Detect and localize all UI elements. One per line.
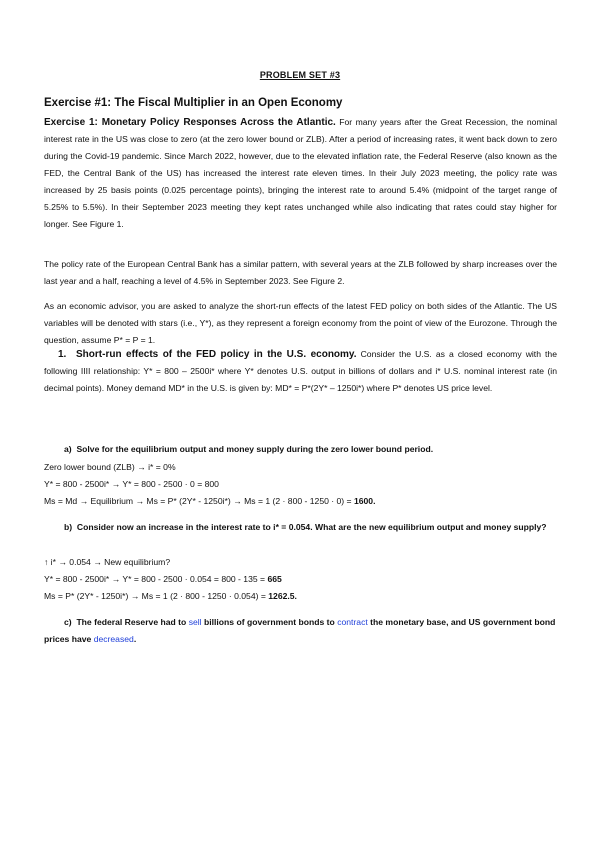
answer-b-money-result: 1262.5. [268,591,297,601]
answer-b-line-2-text: Y* = 800 - 2500i* → Y* = 800 - 2500 · 0.054 = 800 - 135 = [44,574,268,584]
question-1-number: 1. [58,349,67,360]
document-title: PROBLEM SET #3 [259,70,341,80]
answer-a-line-1: Zero lower bound (ZLB) → i* = 0% [44,462,176,472]
answer-b-output-result: 665 [267,574,282,584]
question-b-label: b) [64,522,73,532]
question-a [44,441,557,458]
answer-b-line-3-text: Ms = P* (2Y* - 1250i*) → Ms = 1 (2 · 800 - 1250 · 0.054) = [44,591,269,601]
question-b [44,519,557,536]
question-a-label: a) [64,444,72,454]
question-c-label: c) [64,617,72,627]
answer-b-line-2 [44,574,282,584]
answer-a-line-3-text: Ms = Md → Equilibrium → Ms = P* (2Y* - 1250i*) → Ms = 1 (2 · 800 - 1250 · 0) = [44,496,354,506]
intro-paragraph [44,114,557,233]
answer-b-line-1: ↑ i* → 0.054 → New equilibrium? [44,557,171,567]
answer-c-sell: sell [188,617,202,627]
question-1-body: Consider the U.S. as a closed economy with the following IIII relationship: Y* = 800 – 2500i* where Y* denotes U.S. output in billions of dollars and i* U.S. nominal interest rate (in decimal points). Money demand MD* in the U.S. is given by: MD* = P*(2Y* – 1250i*) where P* denotes US price level. [44,349,557,393]
answer-c-contract: contract [337,617,368,627]
answer-a-result: 1600. [353,496,376,506]
intro-text: For many years after the Great Recession, the nominal interest rate in the US was close to zero (at the zero lower bound or ZLB). After a period of increasing rates, it went back down to zero during the Covid-19 pandemic. Since March 2022, however, due to the elevated inflation rate, the Federal Reserve (also known as the FED, the Central Bank of the US) has increased the interest rate eleven times. In their July 2023 meeting, the policy rate was increased by 25 basis points (0.025 percentage points), bringing the interest rate to around 5.4% (midpoint of the target range of 5.25% to 5.5%). In their September 2023 meeting they kept rates unchanged while also indicating that rates could stay higher for longer. See Figure 1. [44,117,557,229]
answer-c-decreased: decreased [93,634,134,644]
answer-b-line-3 [44,591,297,601]
answer-a-line-2: Y* = 800 - 2500i* → Y* = 800 - 2500 · 0 = 800 [44,479,219,489]
question-c-text-3: the monetary base, and US government bond prices have [44,617,556,644]
ecb-paragraph: The policy rate of the European Central Bank has a similar pattern, with several years at the ZLB followed by sharp increases over the last year and a half, reaching a level of 4.5% in September 2023. See Figure 2. [44,259,557,286]
question-1 [44,346,557,397]
question-c [44,614,557,648]
question-c-text-4: . [133,634,137,644]
question-c-text-1: The federal Reserve had to [76,617,189,627]
exercise-lead: Exercise 1: Monetary Policy Responses Across the Atlantic. [44,117,336,128]
question-c-text-2: billions of government bonds to [201,617,338,627]
advisor-paragraph: As an economic advisor, you are asked to analyze the short-run effects of the latest FED policy on both sides of the Atlantic. The US variables will be denoted with stars (i.e., Y*), as they represent a foreign economy from the point of view of the Eurozone. Through the question, assume P* = P = 1. [44,301,557,345]
answer-a-line-3 [44,496,375,506]
question-1-title: Short-run effects of the FED policy in the U.S. economy. [76,349,357,360]
question-b-text: Consider now an increase in the interest rate to i* = 0.054. What are the new equilibrium output and money supply? [76,522,547,532]
question-a-text: Solve for the equilibrium output and money supply during the zero lower bound period. [76,444,434,454]
exercise-heading: Exercise #1: The Fiscal Multiplier in an Open Economy [44,97,343,109]
